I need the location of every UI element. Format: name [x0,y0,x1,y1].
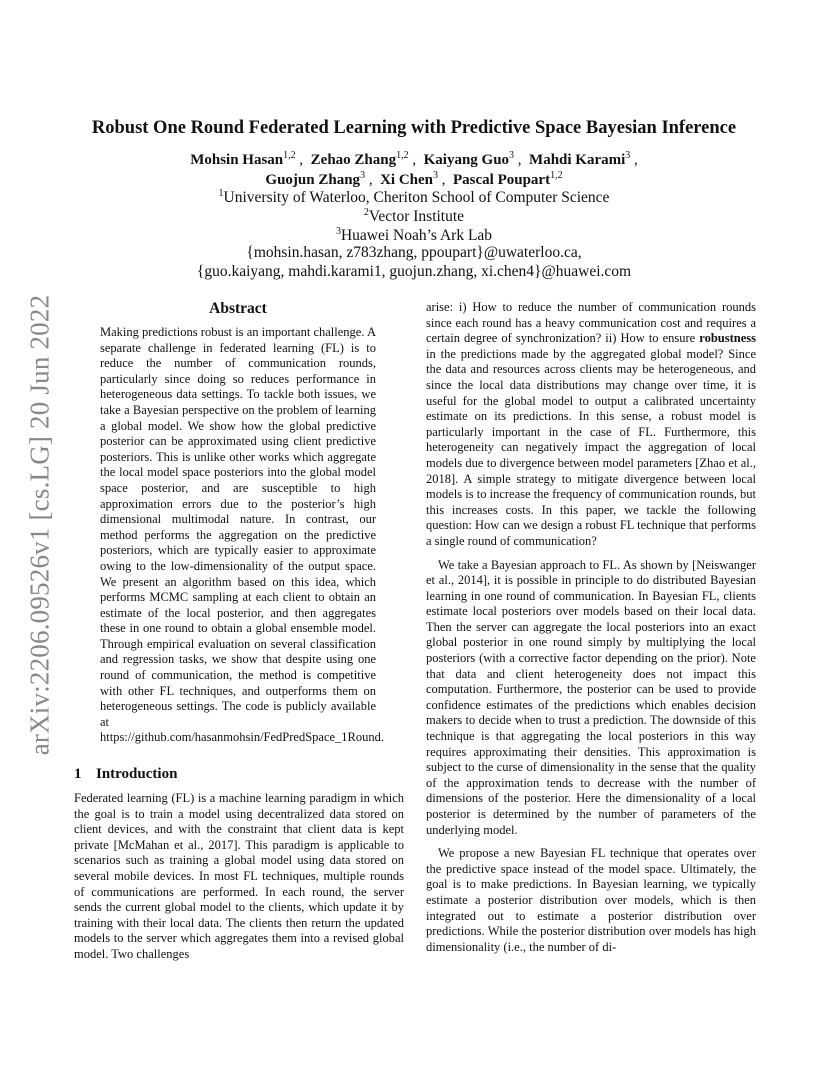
abstract-heading: Abstract [209,300,267,317]
arxiv-identifier [20,290,60,760]
emphasis-robustness: robustness [699,331,756,346]
email-line: {guo.kaiyang, mahdi.karami1, guojun.zhang, xi.chen4}@huawei.com [196,263,632,280]
body-paragraph: We take a Bayesian approach to FL. As shown by [Neiswanger et al., 2014], it is possible in principle to do distributed Bayesian learning in one round of communication. In Bayesian FL, clients estimate local posteriors over models based on their local data. Then the server can aggregate the local posteriors into an exact global posterior in one round simply by multiplying the local posteriors (with a corrective factor depending on the prior). Note that data and client heterogeneity does not impact this computation. Furthermore, the posterior can be used to provide confidence estimates of the predictions which enables decision makers to decide when to trust a prediction. The downside of this technique is that aggregating the local posteriors in this way requires approximating their densities. This approximation is subject to the curse of dimensionality in the sense that the quality of the approximation tends to decrease with the number of dimensions of the posterior. Here the dimensionality of a local posterior is determined by the number of parameters of the underlying model. [426,557,756,837]
section-heading [74,766,404,783]
author-name: Pascal Poupart [453,172,551,188]
author-name: Mohsin Hasan [190,152,284,168]
body-paragraph: Federated learning (FL) is a machine learning paradigm in which the goal is to train a model using decentralized data stored on client devices, and with the constraint that client data is kept private [McMahan et al., 2017]. This paradigm is applicable to scenarios such as training a global model using data stored on several mobile devices. In most FL techniques, multiple rounds of communications are performed. In each round, the server sends the current global model to the clients, which update it by training with their local data. The clients then return the updated models to the server which aggregates them into a revised global model. Two challenges [74,791,404,961]
author-affiliation-mark: 3 [625,150,631,161]
affiliation-text: University of Waterloo, Cheriton School of Computer Science [223,189,610,207]
author-affiliation-mark: 1,2 [550,170,563,181]
author-name: Xi Chen [380,172,433,188]
email-line: {mohsin.hasan, z783zhang, ppoupart}@uwaterloo.ca, [246,244,582,261]
author-affiliation-mark: 3 [360,170,366,181]
author-affiliation-mark: 1,2 [396,150,409,161]
author-name: Kaiyang Guo [423,152,510,168]
author-affiliation-mark: 3 [509,150,515,161]
section-title: Introduction [96,766,178,782]
affiliation-number: 3 [335,226,341,237]
author-affiliation-mark: 1,2 [283,150,296,161]
abstract-text: Making predictions robust is an important challenge. A separate challenge in federated learning (FL) is to reduce the number of communication rounds, particularly since doing so reduces performance in heterogeneous data settings. To tackle both issues, we take a Bayesian perspective on the problem of learning a global model. We show how the global predictive posterior can be approximated using client predictive posteriors. This is unlike other works which aggregate the local model space posteriors into the global model space posterior, and are susceptible to high approximation errors due to the posterior’s high dimensional multimodal nature. In contrast, our method performs the aggregation on the predictive posteriors, which are typically easier to approximate owing to the low-dimensionality of the output space. We present an algorithm based on this idea, which performs MCMC sampling at each client to obtain an estimate of the local posterior, and then aggregates these in one round to obtain a global ensemble model. Through empirical evaluation on several classification and regression tasks, we show that despite using one round of communication, the method is competitive with other FL techniques, and outperforms them on heterogeneous settings. The code is publicly available at https://github.com/hasanmohsin/FedPredSpace_1Round. [100,325,385,745]
affiliation-text: Huawei Noah’s Ark Lab [340,227,493,245]
affiliation-text: Vector Institute [368,208,465,226]
affiliation-number: 1 [218,188,224,199]
author-affiliation-mark: 3 [433,170,438,181]
arxiv-identifier-text: arXiv:2206.09526v1 [cs.LG] 20 Jun 2022 [24,294,55,756]
affiliation [0,207,828,226]
section-number: 1 [74,766,82,782]
introduction-section [74,766,404,963]
author-name: Mahdi Karami [529,152,626,168]
abstract-section [100,300,385,746]
paper-title: Robust One Round Federated Learning with Predictive Space Bayesian Inference [91,118,737,138]
body-paragraph: arise: i) How to reduce the number of communication rounds since each round has a heavy communication cost and requires a certain degree of synchronization? ii) How to ensure robustness in the predictions made by the aggregated global model? Since the data and resources across clients may be heterogeneous, and since the local data distributions may change over time, it is useful for the global model to output a calibrated uncertainty estimate on its predictions. In this sense, a robust model is particularly important in the case of FL. Furthermore, this heterogeneity can negatively impact the aggregation of local models due to divergence between model parameters [Zhao et al., 2018]. A simple strategy to mitigate divergence between local models is to increase the frequency of communication rounds, but this increases costs. In this paper, we tackle the following question: How can we design a robust FL technique that performs a single round of communication? [426,300,756,548]
author-line-1: Mohsin Hasan$^{1,2}$ , Zehao Zhang$^{1,2}$ , Kaiyang Guo$^3$ , Mahdi Karami$^3$ , [190,150,638,168]
right-column [426,300,756,955]
author-name: Guojun Zhang [265,172,361,188]
author-line-2: Guojun Zhang$^3$ , Xi Chen$^3$ , Pascal Poupart$^{1,2}$ [265,170,563,188]
affiliation-number: 2 [363,207,369,218]
body-paragraph: We propose a new Bayesian FL technique that operates over the predictive space instead of the model space. Ultimately, the goal is to make predictions. In Bayesian learning, we typically estimate a posterior distribution over models, which is then integrated out to estimate a posterior distribution over predictions. While the posterior distribution over models has high dimensionality (i.e., the number of di- [426,846,756,954]
author-name: Zehao Zhang [310,152,397,168]
affiliation [0,188,828,207]
affiliation [0,226,828,245]
